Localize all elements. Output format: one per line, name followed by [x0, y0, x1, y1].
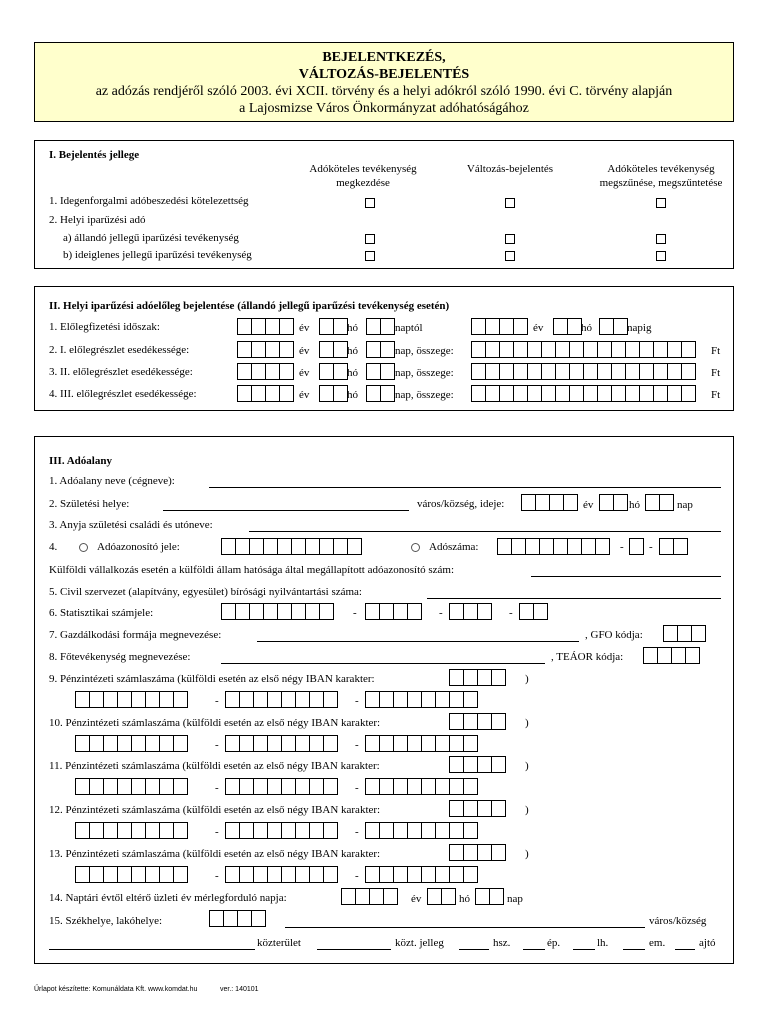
stat-number-label: 6. Statisztikai számjele: [49, 607, 154, 619]
row-4-label: 4. [49, 541, 58, 553]
installment-3-label: 4. III. előlegrészlet esedékessége: [49, 388, 197, 400]
legal-basis: az adózás rendjéről szóló 2003. évi XCII. törvény és a helyi adókról szóló 1990. évi C. törvény alapján [95, 84, 673, 99]
dash: - [355, 870, 359, 882]
dash: - [355, 782, 359, 794]
account-9-c[interactable] [365, 691, 478, 708]
row-tourism-tax: 1. Idegenforgalmi adóbeszedési kötelezettség [49, 195, 249, 207]
amount-label: nap, összege: [395, 345, 454, 357]
row-business-tax: 2. Helyi iparűzési adó [49, 214, 146, 226]
section-1-panel [34, 140, 734, 269]
business-form-label: 7. Gazdálkodási formája megnevezése: [49, 629, 222, 641]
paren: ) [525, 804, 529, 816]
mother-name-field[interactable] [249, 531, 721, 532]
day-label: nap [507, 893, 523, 905]
fiscal-month[interactable] [427, 888, 456, 905]
month-label: hó [629, 499, 640, 511]
authority: a Lajosmizse Város Önkormányzat adóhatóságához [239, 101, 529, 116]
dash: - [509, 607, 513, 619]
period-to-year[interactable] [471, 318, 528, 335]
birth-day[interactable] [645, 494, 674, 511]
year-label: év [299, 389, 310, 401]
account-13-a[interactable] [75, 866, 188, 883]
year-label: év [299, 367, 310, 379]
dash: - [215, 695, 219, 707]
month-label: hó [459, 893, 470, 905]
taxpayer-name-field[interactable] [209, 487, 721, 488]
month-label: hó [347, 322, 358, 334]
row-business-permanent: a) állandó jellegű iparűzési tevékenység [63, 232, 239, 244]
installment-2-label: 3. II. előlegrészlet esedékessége: [49, 366, 193, 378]
dash: - [215, 826, 219, 838]
form-maker: Űrlapot készítette: Komunáldata Kft. www.komdat.hu [34, 986, 198, 993]
inst3-amount[interactable] [471, 385, 696, 402]
form-subtitle: VÁLTOZÁS-BEJELENTÉS [298, 67, 470, 82]
col-end-label: Adóköteles tevékenység [607, 163, 715, 175]
day-label: nap [677, 499, 693, 511]
main-activity-label: 8. Főtevékenység megnevezése: [49, 651, 191, 663]
dash: - [355, 739, 359, 751]
seat-postcode[interactable] [209, 910, 266, 927]
account-13-c[interactable] [365, 866, 478, 883]
advance-period-label: 1. Előlegfizetési időszak: [49, 321, 160, 333]
account-10-b[interactable] [225, 735, 338, 752]
teaor-code[interactable] [643, 647, 700, 664]
house-number-field[interactable] [459, 949, 489, 950]
dash: - [215, 739, 219, 751]
currency-label: Ft [711, 345, 721, 357]
fiscal-year-label: 14. Naptári évtől eltérő üzleti év mérlegforduló napja: [49, 892, 287, 904]
iban-9[interactable] [449, 669, 506, 686]
bank-account-10-label: 10. Pénzintézeti számlaszáma (külföldi esetén az első négy IBAN karakter: [49, 717, 381, 729]
floor-label: em. [649, 937, 666, 949]
account-12-b[interactable] [225, 822, 338, 839]
gfo-label: , GFO kódja: [585, 629, 643, 641]
checkbox-tourism-start[interactable] [365, 198, 375, 208]
checkbox-tourism-end[interactable] [656, 198, 666, 208]
month-label: hó [347, 345, 358, 357]
foreign-tax-id-field[interactable] [531, 576, 721, 577]
tax-number-label: Adószáma: [429, 541, 479, 553]
mother-name-label: 3. Anyja születési családi és utóneve: [49, 519, 213, 531]
form-header [34, 42, 734, 122]
iban-13[interactable] [449, 844, 506, 861]
house-number-label: hsz. [493, 937, 511, 949]
col-start-label-2: megkezdése [336, 177, 390, 189]
floor-field[interactable] [623, 949, 645, 950]
city-label: város/község [649, 915, 707, 927]
inst1-month[interactable] [319, 341, 348, 358]
col-start-label: Adóköteles tevékenység [309, 163, 417, 175]
birth-city-label: város/község, ideje: [417, 498, 505, 510]
inst1-amount[interactable] [471, 341, 696, 358]
col-end-label-2: megszűnése, megszűntetése [599, 177, 723, 189]
bank-account-9-label: 9. Pénzintézeti számlaszáma (külföldi esetén az első négy IBAN karakter: [49, 673, 375, 685]
stat-number-3[interactable] [449, 603, 492, 620]
paren: ) [525, 760, 529, 772]
dash: - [355, 826, 359, 838]
account-12-a[interactable] [75, 822, 188, 839]
year-label: év [299, 322, 310, 334]
inst3-month[interactable] [319, 385, 348, 402]
seat-label: 15. Székhelye, lakóhelye: [49, 915, 163, 927]
staircase-label: lh. [597, 937, 609, 949]
checkbox-permanent-change[interactable] [505, 234, 515, 244]
birth-place-label: 2. Születési helye: [49, 498, 130, 510]
birth-month[interactable] [599, 494, 628, 511]
currency-label: Ft [711, 389, 721, 401]
seat-city-field[interactable] [285, 927, 645, 928]
account-9-b[interactable] [225, 691, 338, 708]
paren: ) [525, 673, 529, 685]
tax-number-radio[interactable] [411, 543, 420, 552]
birth-place-field[interactable] [163, 510, 409, 511]
section-3-panel [34, 436, 734, 964]
street-type-label: közt. jelleg [395, 937, 444, 949]
section-1-title: I. Bejelentés jellege [49, 149, 140, 161]
dash: - [215, 870, 219, 882]
door-field[interactable] [675, 949, 695, 950]
inst2-day[interactable] [366, 363, 395, 380]
paren: ) [525, 848, 529, 860]
checkbox-temporary-change[interactable] [505, 251, 515, 261]
section-3-title: III. Adóalany [49, 455, 112, 467]
gfo-code[interactable] [663, 625, 706, 642]
birth-year[interactable] [521, 494, 578, 511]
stat-number-2[interactable] [365, 603, 422, 620]
account-9-a[interactable] [75, 691, 188, 708]
dash: - [215, 782, 219, 794]
account-11-a[interactable] [75, 778, 188, 795]
bank-account-13-label: 13. Pénzintézeti számlaszáma (külföldi esetén az első négy IBAN karakter: [49, 848, 381, 860]
dash: - [355, 695, 359, 707]
from-label: naptól [395, 322, 423, 334]
checkbox-temporary-start[interactable] [365, 251, 375, 261]
tax-number-vat[interactable] [629, 538, 644, 555]
currency-label: Ft [711, 367, 721, 379]
account-11-b[interactable] [225, 778, 338, 795]
iban-11[interactable] [449, 756, 506, 773]
form-title: BEJELENTKEZÉS, [322, 50, 446, 65]
period-from-day[interactable] [366, 318, 395, 335]
year-label: év [411, 893, 422, 905]
checkbox-temporary-end[interactable] [656, 251, 666, 261]
period-from-year[interactable] [237, 318, 294, 335]
amount-label: nap, összege: [395, 367, 454, 379]
month-label: hó [581, 322, 592, 334]
month-label: hó [347, 389, 358, 401]
section-2-title: II. Helyi iparűzési adóelőleg bejelentése (állandó jellegű iparűzési tevékenység esetén) [49, 300, 450, 312]
account-12-c[interactable] [365, 822, 478, 839]
col-change-label: Változás-bejelentés [466, 163, 554, 175]
installment-1-label: 2. I. előlegrészlet esedékessége: [49, 344, 190, 356]
inst1-day[interactable] [366, 341, 395, 358]
street-label: közterület [257, 937, 301, 949]
foreign-tax-id-label: Külföldi vállalkozás esetén a külföldi állam hatósága által megállapított adóazonosító szám: [49, 564, 455, 576]
business-form-field[interactable] [257, 641, 579, 642]
teaor-label: , TEÁOR kódja: [551, 651, 624, 663]
tax-id-boxes[interactable] [221, 538, 362, 555]
year-label: év [583, 499, 594, 511]
month-label: hó [347, 367, 358, 379]
iban-10[interactable] [449, 713, 506, 730]
period-to-month[interactable] [553, 318, 582, 335]
account-10-c[interactable] [365, 735, 478, 752]
year-label: év [299, 345, 310, 357]
fiscal-year[interactable] [341, 888, 398, 905]
stat-number-1[interactable] [221, 603, 334, 620]
stat-number-4[interactable] [519, 603, 548, 620]
dash: - [439, 607, 443, 619]
dash: - [620, 541, 624, 553]
door-label: ajtó [699, 937, 716, 949]
inst3-day[interactable] [366, 385, 395, 402]
to-label: napig [627, 322, 652, 334]
paren: ) [525, 717, 529, 729]
period-from-month[interactable] [319, 318, 348, 335]
account-10-a[interactable] [75, 735, 188, 752]
bank-account-12-label: 12. Pénzintézeti számlaszáma (külföldi esetén az első négy IBAN karakter: [49, 804, 381, 816]
inst1-year[interactable] [237, 341, 294, 358]
civil-reg-field[interactable] [427, 598, 721, 599]
period-to-day[interactable] [599, 318, 628, 335]
section-2-panel [34, 286, 734, 411]
inst2-year[interactable] [237, 363, 294, 380]
checkbox-tourism-change[interactable] [505, 198, 515, 208]
fiscal-day[interactable] [475, 888, 504, 905]
staircase-field[interactable] [573, 949, 595, 950]
inst2-month[interactable] [319, 363, 348, 380]
tax-number-county[interactable] [659, 538, 688, 555]
checkbox-permanent-start[interactable] [365, 234, 375, 244]
dash: - [649, 541, 653, 553]
taxpayer-name-label: 1. Adóalany neve (cégneve): [49, 475, 175, 487]
main-activity-field[interactable] [221, 663, 545, 664]
tax-id-label: Adóazonosító jele: [97, 541, 180, 553]
amount-label: nap, összege: [395, 389, 454, 401]
street-type-field[interactable] [317, 949, 391, 950]
tax-id-radio[interactable] [79, 543, 88, 552]
building-field[interactable] [523, 949, 545, 950]
account-13-b[interactable] [225, 866, 338, 883]
checkbox-permanent-end[interactable] [656, 234, 666, 244]
inst2-amount[interactable] [471, 363, 696, 380]
year-label: év [533, 322, 544, 334]
dash: - [353, 607, 357, 619]
form-version: ver.: 140101 [220, 986, 259, 993]
inst3-year[interactable] [237, 385, 294, 402]
bank-account-11-label: 11. Pénzintézeti számlaszáma (külföldi esetén az első négy IBAN karakter: [49, 760, 380, 772]
civil-reg-label: 5. Civil szervezet (alapítvány, egyesület) bírósági nyilvántartási száma: [49, 586, 362, 598]
tax-number-main[interactable] [497, 538, 610, 555]
building-label: ép. [547, 937, 561, 949]
iban-12[interactable] [449, 800, 506, 817]
street-field[interactable] [49, 949, 255, 950]
row-business-temporary: b) ideiglenes jellegű iparűzési tevékenység [63, 249, 252, 261]
account-11-c[interactable] [365, 778, 478, 795]
